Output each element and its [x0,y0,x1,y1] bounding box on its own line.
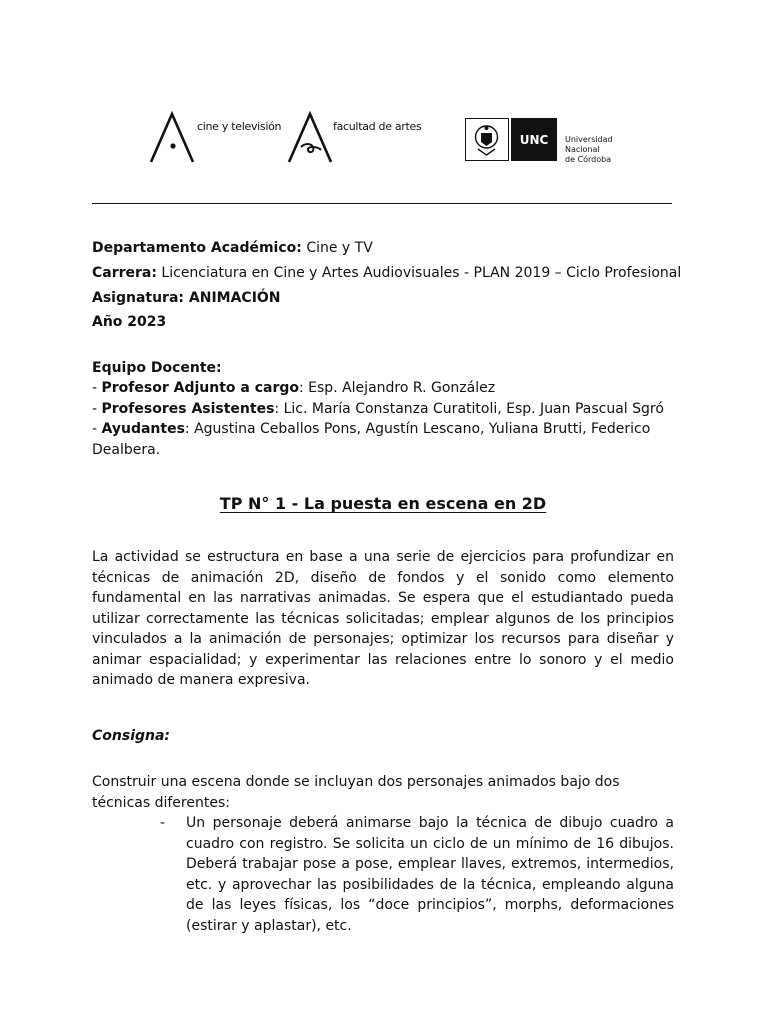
department-line [92,238,674,259]
list-dash: - [160,815,166,832]
unc-name-line: de Córdoba [565,155,612,164]
subject-line: Asignatura: ANIMACIÓN [92,289,281,306]
cine-a-logo-icon [149,110,195,166]
unc-name [565,135,613,165]
ayudantes-label: Ayudantes [101,421,185,438]
list-item-text: Un personaje deberá animarse bajo la técnica de dibujo cuadro a cuadro con registro. Se solicita un ciclo de un mínimo de 16 dibujos. Deberá trabajar pose a pose, emplear llaves, extremos, intermedios, etc. y aprovechar las posibilidades de la técnica, empleando alguna de las leyes físicas, los “doce principios”, morphs, deformaciones (estirar y aplastar), etc. [186,815,674,934]
year-line: Año 2023 [92,314,167,331]
unc-box: UNC [511,118,557,161]
consigna-instruction: Construir una escena donde se incluyan dos personajes animados bajo dos técnicas diferentes: [92,774,620,811]
teaching-team [92,358,674,461]
asistentes-value: : Lic. María Constanza Curatitoli, Esp. Juan Pascual Sgró [274,400,664,417]
department-value: Cine y TV [301,240,373,256]
team-heading: Equipo Docente: [92,359,222,376]
header-divider [92,203,672,204]
adjunto-value: : Esp. Alejandro R. González [299,380,496,397]
unc-name-line: Universidad [565,135,613,144]
artes-a-logo-icon [287,110,333,166]
asistentes-label: Profesores Asistentes [101,400,275,417]
consigna-heading: Consigna: [92,727,171,744]
team-adjunto-line [92,378,674,399]
consigna-list [92,813,674,936]
ayudantes-value: : Agustina Ceballos Pons, Agustín Lescano, Yuliana Brutti, Federico Dealbera. [92,421,651,458]
list-dash: - [92,400,102,417]
unc-seal-icon [465,118,509,161]
facultad-artes-logo-text: facultad de artes [333,120,422,133]
team-asistentes-line [92,399,674,420]
list-dash: - [92,421,102,438]
department-label: Departamento Académico: [92,240,302,256]
career-label: Carrera: [92,264,157,281]
list-item [92,813,674,936]
career-value: Licenciatura en Cine y Artes Audiovisuales - PLAN 2019 – Ciclo Profesional [156,264,682,281]
cine-tv-logo-text: cine y televisión [197,120,282,133]
list-dash: - [92,380,102,397]
document-body [92,238,682,936]
team-ayudantes-line [92,419,674,460]
unc-name-line: Nacional [565,145,600,154]
assignment-title: TP N° 1 - La puesta en escena en 2D [219,494,547,514]
career-line [92,263,682,284]
assignment-intro: La actividad se estructura en base a una serie de ejercicios para profundizar en técnicas de animación 2D, diseño de fondos y el sonido como elemento fundamental en las narrativas animadas. Se espera que el estudiantado pueda utilizar correctamente las técnicas solicitadas; emplear algunos de los principios vinculados a la animación de personajes; optimizar los recursos para diseñar y animar espacialidad; y experimentar las relaciones entre lo sonoro y el medio animado de manera expresiva. [92,549,674,689]
adjunto-label: Profesor Adjunto a cargo [101,380,299,397]
